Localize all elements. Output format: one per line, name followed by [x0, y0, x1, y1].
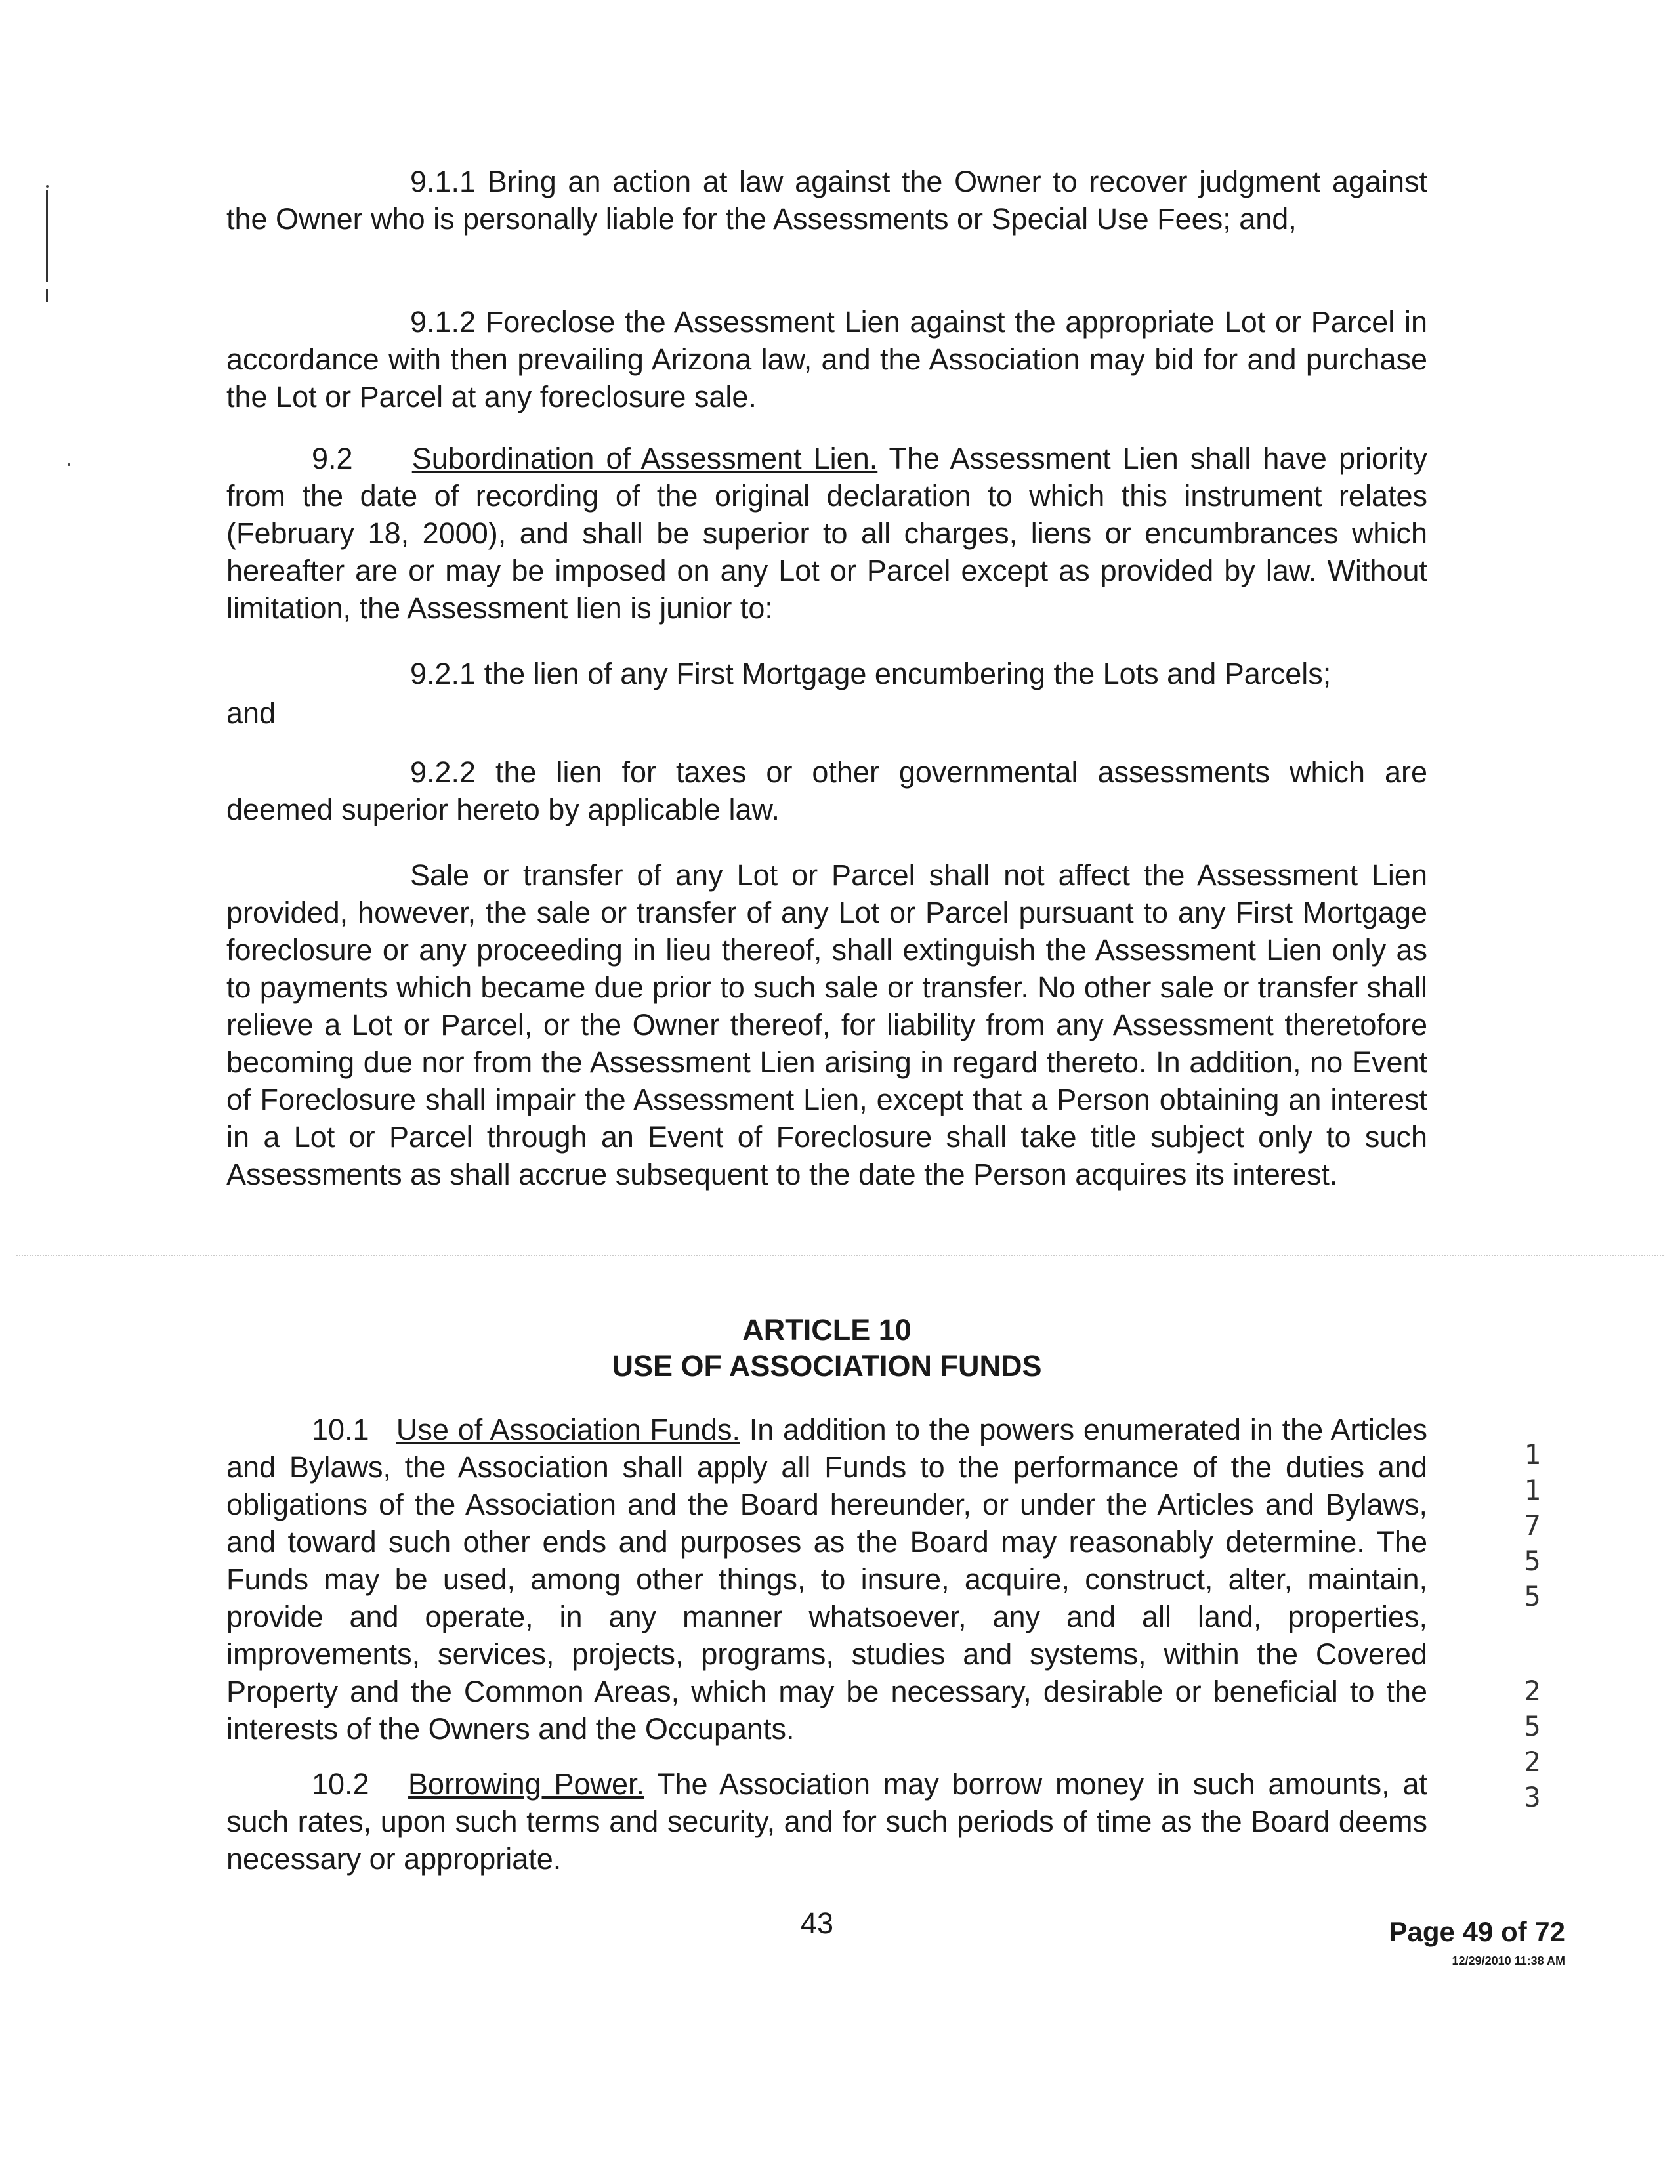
section-9-2-2 [226, 753, 1427, 828]
section-text: the lien of any First Mortgage encumbering the Lots and Parcels; [484, 657, 1332, 690]
sale-transfer-paragraph: Sale or transfer of any Lot or Parcel shall not affect the Assessment Lien provided, however, the sale or transfer of any Lot or Parcel pursuant to any First Mortgage foreclosure or any proceeding in lieu thereof, shall extinguish the Assessment Lien only as to payments which became due prior to such sale or transfer. No other sale or transfer shall relieve a Lot or Parcel, or the Owner thereof, for liability from any Assessment theretofore becoming due nor from the Assessment Lien arising in regard thereto. In addition, no Event of Foreclosure shall impair the Assessment Lien, except that a Person obtaining an interest in a Lot or Parcel through an Event of Foreclosure shall take title subject only to such Assessments as shall accrue subsequent to the date the Person acquires its interest. [226, 858, 1427, 1191]
section-text: The Association may borrow money in such amounts, at such rates, upon such terms and security, and for such periods of time as the Board deems necessary or appropriate. [226, 1767, 1427, 1876]
section-9-2 [226, 440, 1427, 627]
section-text: Bring an action at law against the Owner to recover judgment against the Owner who is personally liable for the Assessments or Special Use Fees; and, [226, 165, 1427, 236]
recording-number-stamp [1516, 1437, 1549, 1815]
stamp-digit: 7 [1524, 1509, 1541, 1542]
section-text: In addition to the powers enumerated in the Articles and Bylaws, the Association shall apply all Funds to the performance of the duties and obligations of the Association and the Board hereunder, or under the Articles and Bylaws, and toward such other ends and purposes as the Board may reasonably determine. The Funds may be used, among other things, to insure, acquire, construct, alter, maintain, provide and operate, in any manner whatsoever, any and all land, properties, improvements, services, projects, programs, studies and systems, within the Covered Property and the Common Areas, which may be necessary, desirable or beneficial to the interests of the Owners and the Occupants. [226, 1413, 1427, 1746]
margin-revision-bar [46, 190, 48, 282]
stamp-digit: 1 [1524, 1474, 1541, 1506]
section-text: Foreclose the Assessment Lien against the appropriate Lot or Parcel in accordance with then prevailing Arizona law, and the Association may bid for and purchase the Lot or Parcel at any foreclosure sale. [226, 305, 1427, 413]
section-9-1-2 [226, 303, 1427, 415]
margin-dot [46, 185, 49, 188]
scan-seam-divider [16, 1255, 1664, 1256]
stamp-digit: 3 [1524, 1781, 1541, 1813]
stamp-digit: 1 [1524, 1438, 1541, 1471]
article-subtitle: USE OF ASSOCIATION FUNDS [612, 1349, 1042, 1383]
margin-revision-bar [46, 289, 48, 302]
stamp-digit: 5 [1524, 1710, 1541, 1742]
section-9-1-1 [226, 163, 1427, 238]
section-text: The Assessment Lien shall have priority from the date of recording of the original declaration to which this instrument relates (February 18, 2000), and shall be superior to all charges, liens or encumbrances which hereafter are or may be imposed on any Lot or Parcel except as provided by law. Without limitation, the Assessment lien is junior to: [226, 442, 1427, 625]
section-number: 9.2 [312, 442, 353, 475]
stamp-digit: 5 [1524, 1580, 1541, 1612]
section-heading: Borrowing Power. [408, 1767, 644, 1801]
page-counter: Page 49 of 72 [1389, 1916, 1565, 1947]
section-number: 10.1 [312, 1413, 369, 1446]
margin-dot [68, 463, 70, 466]
section-number: 9.1.1 [410, 165, 476, 198]
article-title: ARTICLE 10 [742, 1313, 912, 1347]
section-heading: Use of Association Funds. [396, 1413, 740, 1446]
section-number: 10.2 [312, 1767, 369, 1801]
section-10-1 [226, 1411, 1427, 1748]
stamp-digit: 5 [1524, 1545, 1541, 1577]
section-number: 9.2.1 [410, 657, 476, 690]
section-heading: Subordination of Assessment Lien. [411, 442, 878, 475]
stamp-digit: 2 [1524, 1746, 1541, 1778]
print-timestamp: 12/29/2010 11:38 AM [1452, 1954, 1565, 1967]
section-number: 9.1.2 [410, 305, 476, 339]
page-number: 43 [801, 1906, 834, 1940]
section-9-2-1 [226, 655, 1427, 692]
section-text: the lien for taxes or other governmental assessments which are deemed superior hereto by applicable law. [226, 755, 1427, 826]
section-number: 9.2.2 [410, 755, 476, 789]
section-10-2 [226, 1765, 1427, 1878]
section-9-2-1-continuation: and [226, 696, 276, 730]
stamp-digit: 2 [1524, 1675, 1541, 1707]
